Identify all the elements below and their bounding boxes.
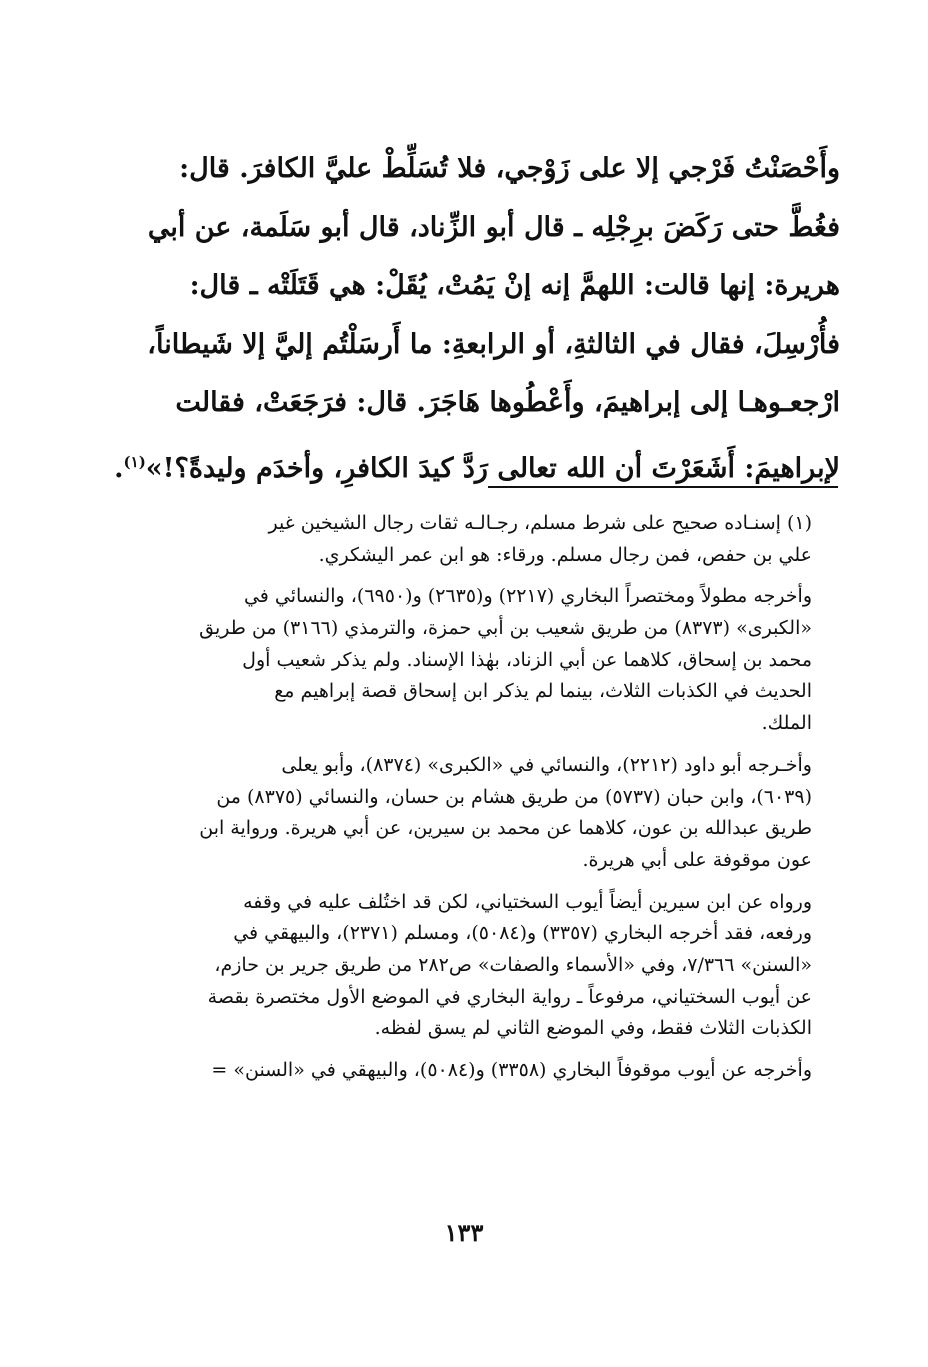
main-text-line-last: لإبراهيمَ: أَشَعَرْتَ أن الله تعالى رَدَّ كيدَ الكافرِ، وأخدَم وليدةً؟!»$^{(١)}$.: [114, 452, 840, 484]
footnote-line: وأخرجه عن أيوب موقوفاً البخاري (٣٣٥٨) و(٥٠٨٤)، والبيهقي في «السنن» =: [211, 1059, 812, 1081]
footnote-marker: (١): [123, 452, 146, 471]
footnote-paragraph: [132, 1055, 840, 1087]
footnote-line: ورفعه، فقد أخرجه البخاري (٣٣٥٧) و(٥٠٨٤)، ومسلم (٢٣٧١)، والبيهقي في: [233, 922, 812, 945]
footnote-line: الحديث في الكذبات الثلاث، بينما لم يذكر ابن إسحاق قصة إبراهيم مع: [274, 680, 812, 703]
footnote-line: «الكبرى» (٨٣٧٣) من طريق شعيب بن أبي حمزة، والترمذي (٣١٦٦) من طريق: [199, 617, 812, 640]
footnote-line: «السنن» ٧/٣٦٦، وفي «الأسماء والصفات» ص٢٨٢ من طريق جرير بن حازم،: [214, 953, 812, 976]
main-text-line: فأُرْسِلَ، فقال في الثالثةِ، أو الرابعةِ: ما أَرسَلْتُم إليَّ إلا شَيطاناً،: [147, 328, 840, 360]
footnote-line: (٦٠٣٩)، وابن حبان (٥٧٣٧) من طريق هشام بن حسان، والنسائي (٨٣٧٥) من: [216, 785, 812, 808]
footnote-line: وأخـرجه أبو داود (٢٢١٢)، والنسائي في «الكبرى» (٨٣٧٤)، وأبو يعلى: [281, 753, 812, 776]
main-text: [114, 140, 840, 491]
footnote-line: علي بن حفص، فمن رجال مسلم. ورقاء: هو ابن عمر اليشكري.: [318, 543, 812, 566]
footnote-line: طريق عبدالله بن عون، كلاهما عن محمد بن سيرين، عن أبي هريرة. ورواية ابن: [199, 817, 812, 840]
footnote-paragraph: [132, 508, 840, 571]
main-text-line: فغُطَّ حتى رَكَضَ برِجْلِه ـ قال أبو الزِّناد، قال أبو سَلَمة، عن أبي: [147, 211, 840, 243]
footnote-line: وأخرجه مطولاً ومختصراً البخاري (٢٢١٧) و(٢٦٣٥) و(٦٩٥٠)، والنسائي في: [243, 585, 812, 608]
page-number: ١٣٣: [444, 1218, 484, 1247]
footnote-separator: [488, 486, 838, 488]
main-text-line: وأَحْصَنْتُ فَرْجي إلا على زَوْجي، فلا تُسَلِّطْ عليَّ الكافرَ. قال:: [179, 153, 840, 184]
footnote-line: الكذبات الثلاث فقط، وفي الموضع الثاني لم يسق لفظه.: [374, 1017, 812, 1040]
footnote-line: عون موقوفة على أبي هريرة.: [582, 848, 812, 871]
footnote-line: محمد بن إسحاق، كلاهما عن أبي الزناد، بهٰذا الإسناد. ولم يذكر شعيب أول: [242, 648, 812, 671]
footnote-line: (١) إسنـاده صحيح على شرط مسلم، رجـالـه ثقات رجال الشيخين غير: [268, 512, 812, 534]
footnote-line: ورواه عن ابن سيرين أيضاً أيوب السختياني، لكن قد اختُلف عليه في وقفه: [243, 890, 812, 913]
footnote-paragraph: [132, 887, 840, 1045]
footnote-paragraph: [132, 750, 840, 877]
main-text-line: ارْجعـوهـا إلى إبراهيمَ، وأَعْطُوها هَاجَرَ. قال: فرَجَعَتْ، فقالت: [175, 387, 840, 418]
footnotes: [132, 508, 840, 1097]
footnote-paragraph: [132, 581, 840, 739]
footnote-line: الملك.: [761, 712, 812, 735]
footnote-line: عن أيوب السختياني، مرفوعاً ـ رواية البخاري في الموضع الأول مختصرة بقصة: [207, 985, 812, 1008]
main-text-line: هريرة: إنها قالت: اللهمَّ إنه إنْ يَمُتْ، يُقَلْ: هي قَتَلَتْه ـ قال:: [189, 270, 840, 301]
main-text-last-content: لإبراهيمَ: أَشَعَرْتَ أن الله تعالى رَدَّ كيدَ الكافرِ، وأخدَم وليدةً؟!»: [145, 452, 840, 484]
